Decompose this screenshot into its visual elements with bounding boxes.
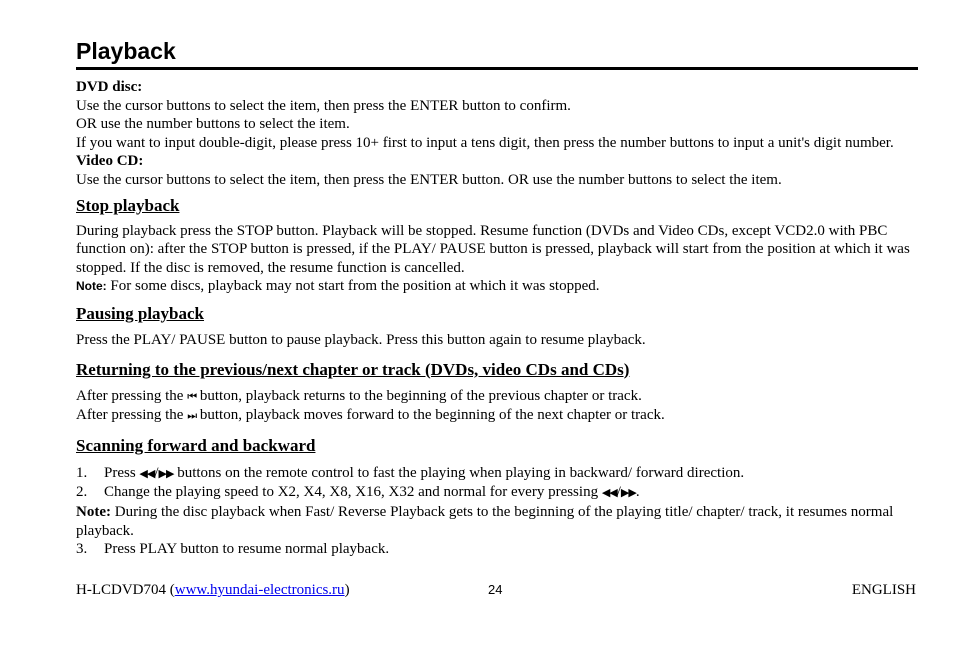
- list-item: [76, 483, 918, 503]
- note-label: Note:: [76, 503, 111, 520]
- slash-text: /: [616, 484, 621, 501]
- stop-text: During playback press the STOP button. Playback will be stopped. Resume function (DVDs and Video CDs, except VCD2.0 with PBC function on): after the STOP button is pressed, if the PLAY/ PAUSE button is pressed, playback will start from the position at which it was stopped. If the disc is removed, the resume function is cancelled.: [76, 222, 910, 276]
- list-number: 3.: [76, 541, 88, 558]
- previous-chapter-icon: ⏮: [187, 389, 197, 403]
- returning-line-1: [76, 387, 918, 407]
- next-chapter-icon: ⏭: [187, 409, 197, 423]
- footer-model: [76, 582, 350, 599]
- rewind-icon: ◀◀: [601, 486, 617, 500]
- page-title: Playback: [76, 38, 918, 70]
- footer-model-text: H-LCDVD704 (: [76, 582, 175, 598]
- dvd-section: [76, 78, 918, 190]
- item2-post: .: [635, 484, 640, 501]
- dvd-line-1: Use the cursor buttons to select the item, then press the ENTER button to confirm.: [76, 97, 571, 114]
- dvd-line-3: If you want to input double-digit, please press 10+ first to input a tens digit, then press the number buttons to input a unit's digit number.: [76, 134, 894, 151]
- scanning-section: [76, 436, 918, 559]
- pause-text: Press the PLAY/ PAUSE button to pause playback. Press this button again to resume playback.: [76, 331, 646, 348]
- returning-line-2-pre: After pressing the: [76, 407, 188, 424]
- fast-forward-icon: ▶▶: [620, 486, 636, 500]
- vcd-line: Use the cursor buttons to select the item, then press the ENTER button. OR use the number buttons to select the item.: [76, 171, 782, 188]
- footer-language: ENGLISH: [851, 582, 916, 598]
- pause-section: [76, 304, 918, 350]
- note-label: Note:: [76, 279, 107, 294]
- returning-heading: Returning to the previous/next chapter or track (DVDs, video CDs and CDs): [76, 359, 630, 379]
- returning-line-1-pre: After pressing the: [76, 387, 188, 404]
- dvd-line-2: OR use the number buttons to select the item.: [76, 116, 350, 133]
- scanning-note: [76, 503, 918, 540]
- scanning-heading: Scanning forward and backward: [76, 435, 316, 455]
- list-number: 1.: [76, 464, 88, 481]
- page-number: 24: [488, 582, 503, 597]
- scanning-note-text: During the disc playback when Fast/ Reverse Playback gets to the beginning of the playing title/ chapter/ track, it resumes normal playback.: [76, 503, 894, 539]
- list-text: [104, 464, 744, 484]
- slash-text: /: [154, 464, 159, 481]
- stop-note: [76, 277, 918, 296]
- returning-line-2-post: button, playback moves forward to the beginning of the next chapter or track.: [196, 407, 665, 424]
- list-text: [104, 483, 640, 503]
- stop-section: [76, 196, 918, 296]
- stop-heading: Stop playback: [76, 195, 180, 215]
- page-content: [76, 38, 918, 559]
- dvd-heading: DVD disc:: [76, 79, 143, 95]
- fast-forward-icon: ▶▶: [158, 466, 174, 480]
- footer-model-end: ): [344, 582, 350, 598]
- stop-note-text: For some discs, playback may not start from the position at which it was stopped.: [106, 278, 600, 295]
- rewind-icon: ◀◀: [139, 466, 155, 480]
- list-number: 2.: [76, 484, 88, 501]
- item1-pre: Press: [104, 464, 140, 481]
- returning-line-2: [76, 406, 918, 426]
- item1-post: buttons on the remote control to fast the playing when playing in backward/ forward direction.: [173, 464, 745, 481]
- list-text: Press PLAY button to resume normal playback.: [104, 541, 390, 558]
- pause-heading: Pausing playback: [76, 303, 205, 323]
- item2-pre: Change the playing speed to X2, X4, X8, X16, X32 and normal for every pressing: [104, 484, 602, 501]
- returning-section: [76, 360, 918, 426]
- vcd-heading: Video CD:: [76, 153, 144, 170]
- website-link[interactable]: www.hyundai-electronics.ru: [174, 582, 345, 598]
- list-item: [76, 540, 918, 559]
- returning-line-1-post: button, playback returns to the beginning of the previous chapter or track.: [196, 387, 642, 404]
- list-item: [76, 464, 918, 484]
